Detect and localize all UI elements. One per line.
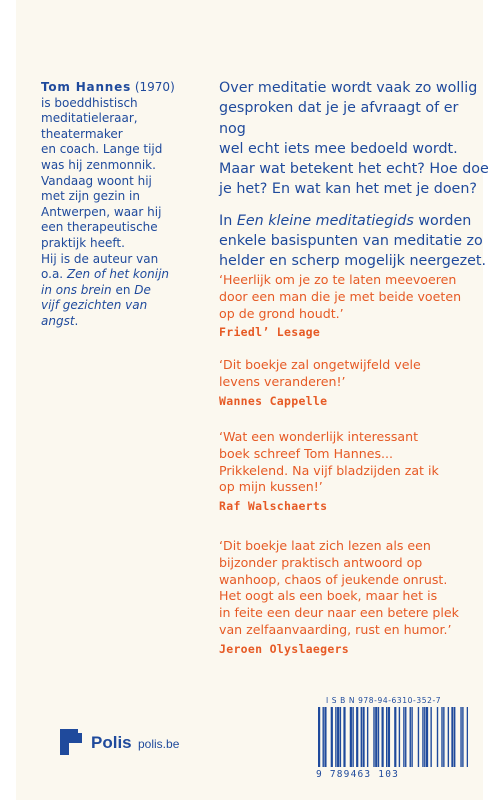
barcode-bar — [337, 707, 339, 767]
barcode-bar — [460, 707, 461, 767]
book-title: Een kleine meditatiegids — [236, 212, 414, 229]
barcode-bar — [426, 707, 428, 767]
blurb-line: enkele basispunten van meditatie zo — [219, 233, 483, 250]
barcode-bar — [437, 707, 438, 767]
barcode-digits: 9 789463 103 — [316, 769, 400, 780]
blurb-paragraph-1 — [219, 78, 489, 200]
author-bio-line: Vandaag woont hij — [41, 173, 152, 188]
review-quote — [219, 357, 494, 408]
author-bio-line: een therapeutische — [41, 220, 158, 235]
barcode-bar — [373, 707, 374, 767]
quote-line: wanhoop, chaos of jeukende onrust. — [219, 571, 448, 587]
work-title: angst — [41, 313, 75, 328]
work-title: De — [134, 282, 151, 297]
blurb-paragraph-2 — [219, 211, 489, 272]
blurb-line: je het? En wat kan het met je doen? — [219, 181, 478, 198]
barcode-bar — [335, 707, 336, 767]
author-bio-line: is boeddhistisch — [41, 95, 138, 110]
barcode-bar — [375, 707, 377, 767]
quote-line: ‘Dit boekje zal ongetwijfeld vele — [219, 357, 421, 372]
barcode-bar — [441, 707, 442, 767]
barcode-bar — [318, 707, 320, 767]
author-year: (1970) — [131, 80, 175, 94]
barcode-bar — [388, 707, 390, 767]
barcode-bar — [352, 707, 353, 767]
author-works-line — [41, 298, 201, 314]
barcode-bar — [367, 707, 368, 767]
barcode-bar — [350, 707, 352, 767]
barcode-bar — [405, 707, 406, 767]
quote-line: ‘Dit boekje laat zich lezen als een — [219, 538, 431, 553]
quote-author: Raf Walschaerts — [219, 499, 328, 514]
quote-line: Prikkelend. Na vijf bladzijden zat ik — [219, 462, 439, 478]
quote-line: op mijn kussen!’ — [219, 479, 323, 495]
back-cover — [16, 0, 489, 800]
barcode-bar — [362, 707, 364, 767]
quote-line: ‘Heerlijk om je zo te laten meevoeren — [219, 272, 457, 287]
barcode — [316, 707, 468, 767]
publisher-site: polis.be — [138, 737, 180, 751]
quote-author: Wannes Cappelle — [219, 393, 328, 408]
blurb-text: In — [219, 212, 237, 229]
barcode-bar — [451, 707, 453, 767]
barcode-bar — [448, 707, 449, 767]
barcode-bar — [422, 707, 423, 767]
author-works-line — [41, 267, 201, 283]
quote-author: Jeroen Olyslaegers — [219, 641, 350, 656]
quote-line: op de grond houdt.’ — [219, 305, 344, 321]
quote-line: boek schreef Tom Hannes... — [219, 445, 394, 461]
barcode-bar — [382, 707, 384, 767]
barcode-bar — [424, 707, 425, 767]
barcode-bar — [386, 707, 387, 767]
author-name: Tom Hannes — [41, 80, 132, 94]
author-bio-line: en coach. Lange tijd — [41, 142, 163, 157]
blurb-line: gesproken dat je je afvraagt of er nog — [219, 100, 459, 137]
quote-author: Friedl’ Lesage — [219, 325, 321, 340]
barcode-bar — [324, 707, 326, 767]
author-bio-line: Antwerpen, waar hij — [41, 204, 162, 219]
author-bio-line: met zijn gezin in — [41, 189, 140, 204]
quote-line: van zelfaanvaarding, rust en humor.’ — [219, 621, 452, 637]
blurb-line: Over meditatie wordt vaak zo wollig — [219, 80, 478, 96]
quote-line: ‘Wat een wonderlijk interessant — [219, 429, 419, 444]
works-end: . — [74, 313, 79, 328]
author-bio-line: Hij is de auteur van — [41, 251, 159, 266]
barcode-bar — [394, 707, 396, 767]
barcode-bar — [411, 707, 412, 767]
author-bio-line: praktijk heeft. — [41, 235, 125, 250]
author-bio-line: was hij zenmonnik. — [41, 157, 156, 172]
author-bio-first-line — [41, 80, 201, 96]
barcode-bar — [356, 707, 358, 767]
barcode-bar — [443, 707, 444, 767]
blurb-line: helder en scherp mogelijk neergezet. — [219, 253, 487, 270]
author-works-line — [41, 314, 201, 330]
work-title: Zen of het konijn — [66, 267, 170, 282]
review-quote — [219, 538, 494, 656]
blurb-line: wel echt iets mee bedoeld wordt. — [219, 140, 458, 157]
blurb-text: worden — [413, 212, 472, 229]
barcode-bar — [410, 707, 411, 767]
quote-line: Het oogt als een boek, maar het is — [219, 588, 438, 604]
blurb-line: Maar wat betekent het echt? Hoe doe — [219, 161, 489, 178]
barcode-bar — [361, 707, 362, 767]
quote-line: in feite een deur naar een betere plek — [219, 605, 459, 621]
barcode-bar — [430, 707, 431, 767]
works-and: en — [111, 282, 135, 297]
barcode-bar — [462, 707, 463, 767]
publisher-name: Polis — [91, 733, 132, 752]
review-quote — [219, 429, 494, 513]
barcode-bar — [340, 707, 341, 767]
author-bio-line: meditatieleraar, — [41, 111, 138, 126]
work-title: vijf gezichten van — [41, 298, 148, 313]
works-prefix: o.a. — [41, 267, 67, 282]
author-bio — [41, 80, 201, 330]
barcode-bar — [343, 707, 345, 767]
author-works-line — [41, 283, 201, 299]
author-bio-line: theatermaker — [41, 126, 123, 141]
blurb — [219, 78, 489, 283]
barcode-bar — [323, 707, 324, 767]
barcode-bar — [454, 707, 455, 767]
work-title: in ons brein — [41, 282, 112, 297]
barcode-bar — [331, 707, 333, 767]
polis-logo-icon — [60, 729, 82, 755]
quote-line: levens veranderen!’ — [219, 373, 346, 389]
isbn-label: I S B N 978-94-6310-352-7 — [326, 696, 442, 705]
barcode-bar — [378, 707, 379, 767]
barcode-bar — [467, 707, 468, 767]
quote-line: door een man die je met beide voeten — [219, 288, 462, 304]
barcode-bar — [399, 707, 400, 767]
review-quote — [219, 272, 494, 339]
barcode-bar — [418, 707, 419, 767]
quote-line: bijzonder praktisch antwoord op — [219, 554, 423, 570]
barcode-bar — [403, 707, 404, 767]
